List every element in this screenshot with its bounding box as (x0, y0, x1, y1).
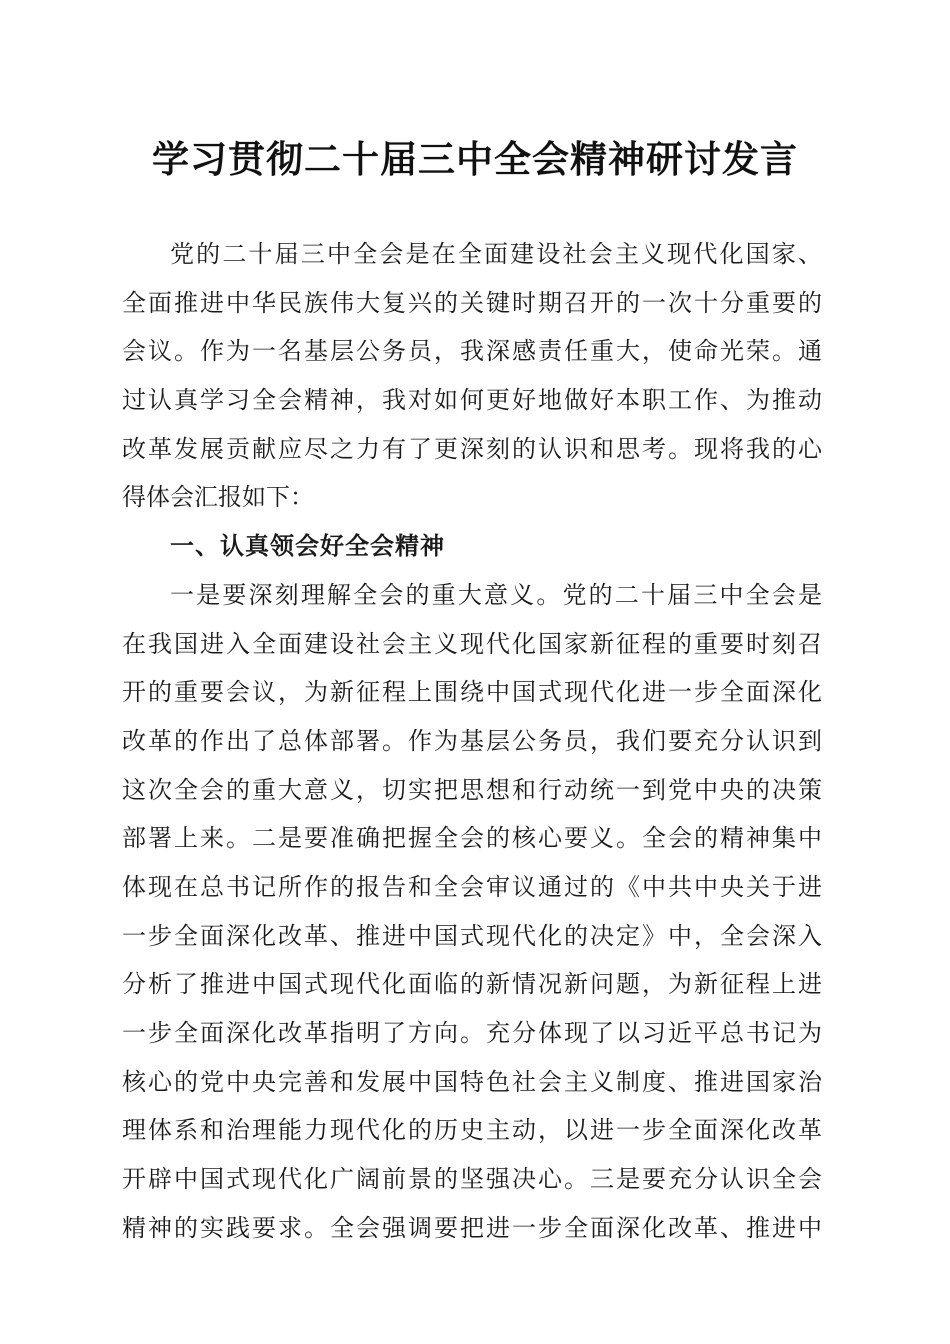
text-line: 在我国进入全面建设社会主义现代化国家新征程的重要时刻召 (122, 629, 822, 658)
text-line: 核心的党中央完善和发展中国特色社会主义制度、推进国家治 (122, 1067, 822, 1096)
document-body (122, 230, 822, 1252)
text-line: 精神的实践要求。全会强调要把进一步全面深化改革、推进中 (122, 1213, 822, 1242)
text-line: 开辟中国式现代化广阔前景的坚强决心。三是要充分认识全会 (122, 1165, 822, 1194)
text-line: 全面推进中华民族伟大复兴的关键时期召开的一次十分重要的 (122, 288, 822, 317)
text-line: 体现在总书记所作的报告和全会审议通过的《中共中央关于进 (122, 872, 822, 901)
text-line: 开的重要会议，为新征程上围绕中国式现代化进一步全面深化 (122, 678, 822, 707)
text-line: 部署上来。二是要准确把握全会的核心要义。全会的精神集中 (122, 824, 822, 853)
document-title: 学习贯彻二十届三中全会精神研讨发言 (152, 137, 798, 181)
text-line: 改革发展贡献应尽之力有了更深刻的认识和思考。现将我的心 (122, 434, 822, 463)
text-line: 会议。作为一名基层公务员，我深感责任重大，使命光荣。通 (122, 337, 822, 366)
text-line: 一步全面深化改革、推进中国式现代化的决定》中，全会深入 (122, 921, 822, 950)
text-line: 一是要深刻理解全会的重大意义。党的二十届三中全会是 (170, 580, 822, 609)
text-line: 理体系和治理能力现代化的历史主动，以进一步全面深化改革 (122, 1116, 822, 1145)
text-line: 得体会汇报如下： (122, 483, 314, 512)
text-line: 过认真学习全会精神，我对如何更好地做好本职工作、为推动 (122, 386, 822, 415)
text-line: 改革的作出了总体部署。作为基层公务员，我们要充分认识到 (122, 726, 822, 755)
section-heading: 一、认真领会好全会精神 (170, 532, 445, 561)
text-line: 党的二十届三中全会是在全面建设社会主义现代化国家、 (170, 240, 822, 268)
text-line: 一步全面深化改革指明了方向。充分体现了以习近平总书记为 (122, 1019, 822, 1047)
text-line: 分析了推进中国式现代化面临的新情况新问题，为新征程上进 (122, 970, 822, 999)
text-line: 这次全会的重大意义，切实把思想和行动统一到党中央的决策 (122, 775, 822, 804)
